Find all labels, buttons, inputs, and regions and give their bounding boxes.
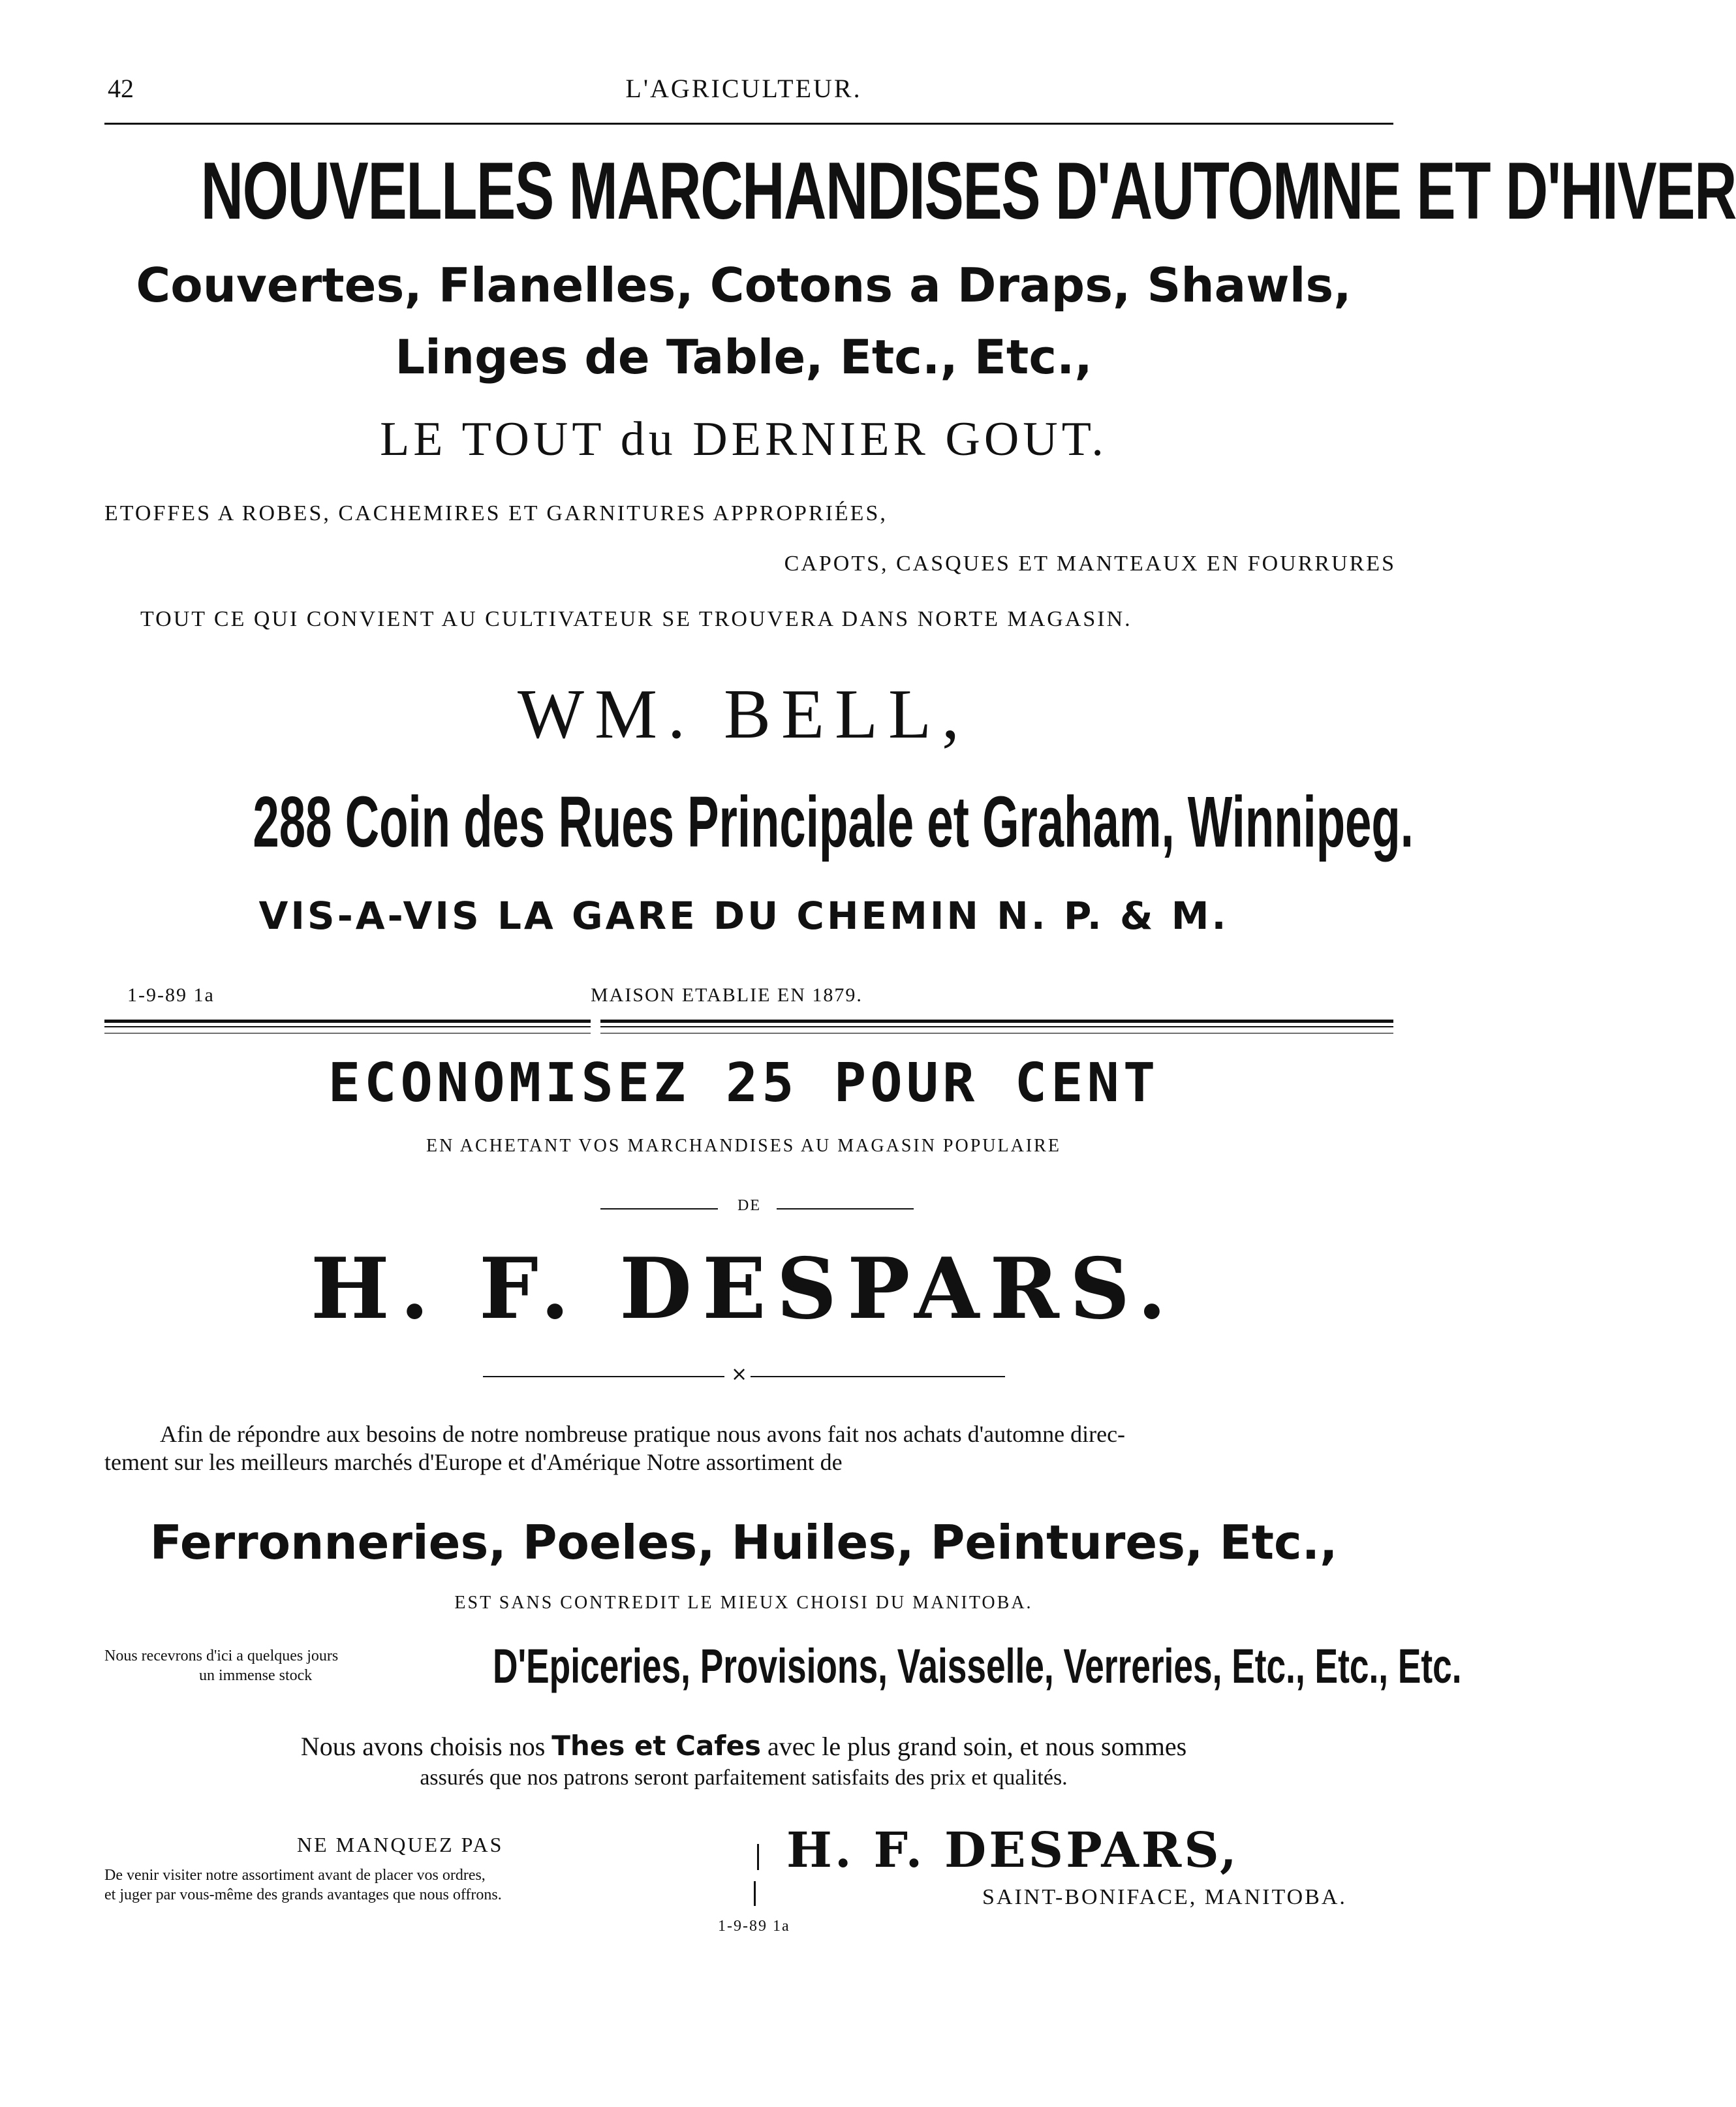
despars-ad-code: 1-9-89 1a — [718, 1918, 790, 1935]
teas-bold: Thes et Cafes — [551, 1730, 762, 1762]
bell-vis-a-vis: VIS-A-VIS LA GARE DU CHEMIN N. P. & M. — [258, 894, 1229, 938]
despars-headline: ECONOMISEZ 25 POUR CENT — [328, 1052, 1160, 1114]
visit-line-1: De venir visiter notre assortiment avant de placer vos ordres, — [104, 1867, 486, 1884]
bell-tagline: LE TOUT du DERNIER GOUT. — [380, 413, 1108, 466]
header-rule — [104, 123, 1393, 125]
bell-established: MAISON ETABLIE EN 1879. — [591, 984, 863, 1006]
despars-best-choice: EST SANS CONTREDIT LE MIEUX CHOISI DU MANITOBA. — [454, 1593, 1033, 1613]
bell-goods-line-1: Couvertes, Flanelles, Cotons a Draps, Shawls, — [136, 258, 1352, 313]
despars-subhead: EN ACHETANT VOS MARCHANDISES AU MAGASIN POPULAIRE — [426, 1136, 1061, 1156]
receive-line-1: Nous recevrons d'ici a quelques jours — [104, 1647, 339, 1664]
bell-headline: NOUVELLES MARCHANDISES D'AUTOMNE ET D'HIVER — [200, 146, 1736, 236]
signature-name: H. F. DESPARS, — [786, 1822, 1239, 1879]
bell-goods-line-2: Linges de Table, Etc., Etc., — [395, 330, 1093, 384]
bell-capots-line: CAPOTS, CASQUES ET MANTEAUX EN FOURRURES — [784, 552, 1396, 576]
page-number: 42 — [108, 74, 134, 103]
teas-before: Nous avons choisis nos — [300, 1732, 552, 1761]
signature-place: SAINT-BONIFACE, MANITOBA. — [982, 1885, 1347, 1909]
teas-line-2: assurés que nos patrons seront parfaitement satisfaits des prix et qualités. — [420, 1766, 1068, 1790]
bell-address: 288 Coin des Rues Principale et Graham, Winnipeg. — [253, 782, 1414, 862]
bell-merchant-name: WM. BELL, — [518, 676, 970, 753]
despars-hardware-line: Ferronneries, Poeles, Huiles, Peintures, Etc., — [149, 1515, 1338, 1570]
journal-title: L'AGRICULTEUR. — [625, 74, 862, 103]
teas-line-1 — [0, 1730, 1487, 1763]
despars-paragraph-line-2: tement sur les meilleurs marchés d'Europe et d'Amérique Notre assortiment de — [104, 1449, 843, 1475]
visit-line-2: et juger par vous-même des grands avantages que nous offrons. — [104, 1886, 502, 1903]
despars-paragraph-line-1: Afin de répondre aux besoins de notre nombreuse pratique nous avons fait nos achats d'automne direc- — [160, 1421, 1126, 1447]
despars-merchant-name: H. F. DESPARS. — [310, 1240, 1177, 1338]
bell-ad-code: 1-9-89 1a — [127, 984, 215, 1006]
receive-line-2: un immense stock — [199, 1667, 313, 1684]
de-label: DE — [737, 1197, 761, 1214]
bell-etoffes-line: ETOFFES A ROBES, CACHEMIRES ET GARNITURES APPROPRIÉES, — [104, 501, 888, 525]
bell-tout-line: TOUT CE QUI CONVIENT AU CULTIVATEUR SE TROUVERA DANS NORTE MAGASIN. — [140, 607, 1132, 631]
cross-mark: × — [731, 1363, 748, 1386]
despars-groceries-line: D'Epiceries, Provisions, Vaisselle, Verreries, Etc., Etc., Etc. — [493, 1639, 1462, 1693]
dont-miss-label: NE MANQUEZ PAS — [297, 1833, 504, 1856]
teas-after: avec le plus grand soin, et nous sommes — [761, 1732, 1187, 1761]
